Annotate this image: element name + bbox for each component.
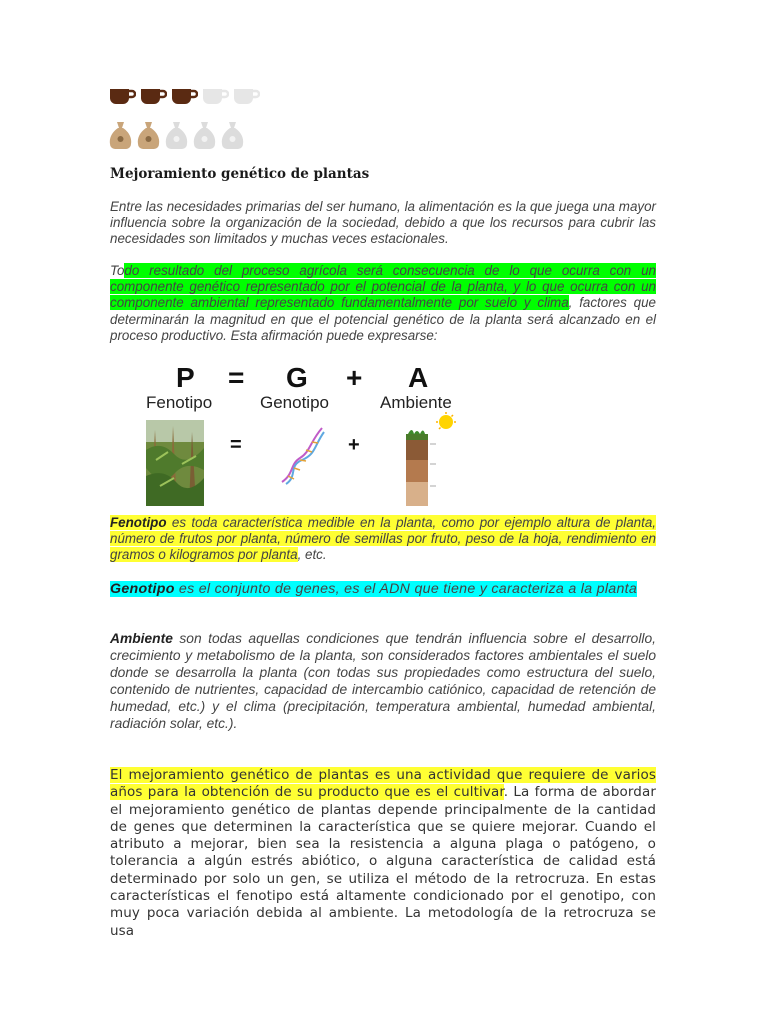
plus-symbol-2: +	[348, 434, 360, 456]
genotipo-label: Genotipo	[260, 393, 329, 412]
coffee-cup-icon	[170, 86, 198, 106]
a-symbol: A	[408, 362, 429, 393]
soil-profile-icon	[400, 412, 460, 508]
intro-paragraph: Entre las necesidades primarias del ser humano, la alimentación es la que juega una mayor influencia sobre la organización de la sociedad, debido a que los recursos para cubrir las necesidades son limitados y muchas veces estacionales.	[110, 199, 656, 247]
document-title: Mejoramiento genético de plantas	[110, 166, 370, 182]
tail-text: , factores que determinarán la magnitud en que el potencial genético de la planta será alcanzado en el proceso productivo. Esta afirmación puede expresarse:	[110, 295, 656, 343]
green-highlight: do resultado del proceso agrícola será consecuencia de lo que ocurra con un componente genético representado por el potencial de la planta, y lo que ocurra con un componente ambiental representado fundamentalmente por suelo y clima	[110, 263, 656, 311]
fenotipo-label: Fenotipo	[146, 393, 213, 412]
mejoramiento-paragraph	[110, 767, 656, 940]
money-bag-icon	[108, 120, 133, 150]
lead-text: To	[110, 263, 125, 278]
money-bag-icon	[164, 120, 189, 150]
plus-symbol: +	[346, 362, 363, 393]
fenotipo-highlight-text: es toda característica medible en la planta, como por ejemplo altura de planta, número de frutos por planta, número de semillas por fruto, peso de la hoja, rendimiento en gramos o kilogramos por planta	[110, 515, 656, 563]
dna-helix-icon	[276, 424, 328, 486]
genotipo-text: es el conjunto de genes, es el ADN que tiene y caracteriza a la planta	[174, 581, 638, 597]
ambiente-term: Ambiente	[110, 631, 173, 646]
mejoramiento-highlight: El mejoramiento genético de plantas es una actividad que requiere de varios años para la obtención de su producto que es el cultivar	[110, 767, 656, 801]
g-symbol: G	[286, 362, 308, 393]
cup-rating	[108, 86, 260, 106]
money-bag-icon	[192, 120, 217, 150]
fenotipo-highlight	[110, 515, 656, 562]
plant-photo	[146, 420, 204, 506]
genotipo-highlight	[110, 581, 637, 597]
fenotipo-tail: , etc.	[297, 547, 327, 563]
coffee-cup-icon	[232, 86, 260, 106]
coffee-cup-icon	[139, 86, 167, 106]
coffee-cup-icon	[108, 86, 136, 106]
p-symbol: P	[176, 362, 195, 393]
agricultural-result-paragraph	[110, 263, 656, 344]
money-bag-icon	[220, 120, 245, 150]
mejoramiento-text: . La forma de abordar el mejoramiento genético de plantas depende principalmente de la cantidad de genes que determinen la característica que se quiere mejorar. Cuando el atributo a mejorar, bien sea la resistencia a alguna plaga o patógeno, o tolerancia a algún estrés abiótico, o alguna característica de calidad está determinado por solo un gen, se utiliza el método de la retrocruza. En estas características el fenotipo está altamente condicionado por el genotipo, con muy poca variación debida al ambiente. La metodología de la retrocruza se usa	[110, 784, 657, 939]
coffee-cup-icon	[201, 86, 229, 106]
ambiente-label: Ambiente	[380, 393, 452, 412]
ambiente-text: son todas aquellas condiciones que tendrán influencia sobre el desarrollo, crecimiento y metabolismo de la planta, son considerados factores ambientales el suelo donde se desarrolla la planta (con todas sus propiedades como estructura del suelo, contenido de nutrientes, capacidad de intercambio catiónico, capacidad de retención de humedad, etc.) y el clima (precipitación, temperatura ambiental, humedad ambiental, radiación solar, etc.).	[110, 631, 656, 731]
fenotipo-term: Fenotipo	[110, 515, 167, 530]
equation-figure	[136, 362, 476, 512]
equals-symbol-2: =	[230, 434, 242, 456]
genotipo-term: Genotipo	[110, 581, 175, 597]
genotipo-definition	[110, 580, 656, 598]
ambiente-definition	[110, 631, 656, 732]
equals-symbol: =	[228, 362, 245, 393]
money-bag-icon	[136, 120, 161, 150]
bag-rating	[108, 120, 245, 150]
fenotipo-definition	[110, 515, 656, 564]
